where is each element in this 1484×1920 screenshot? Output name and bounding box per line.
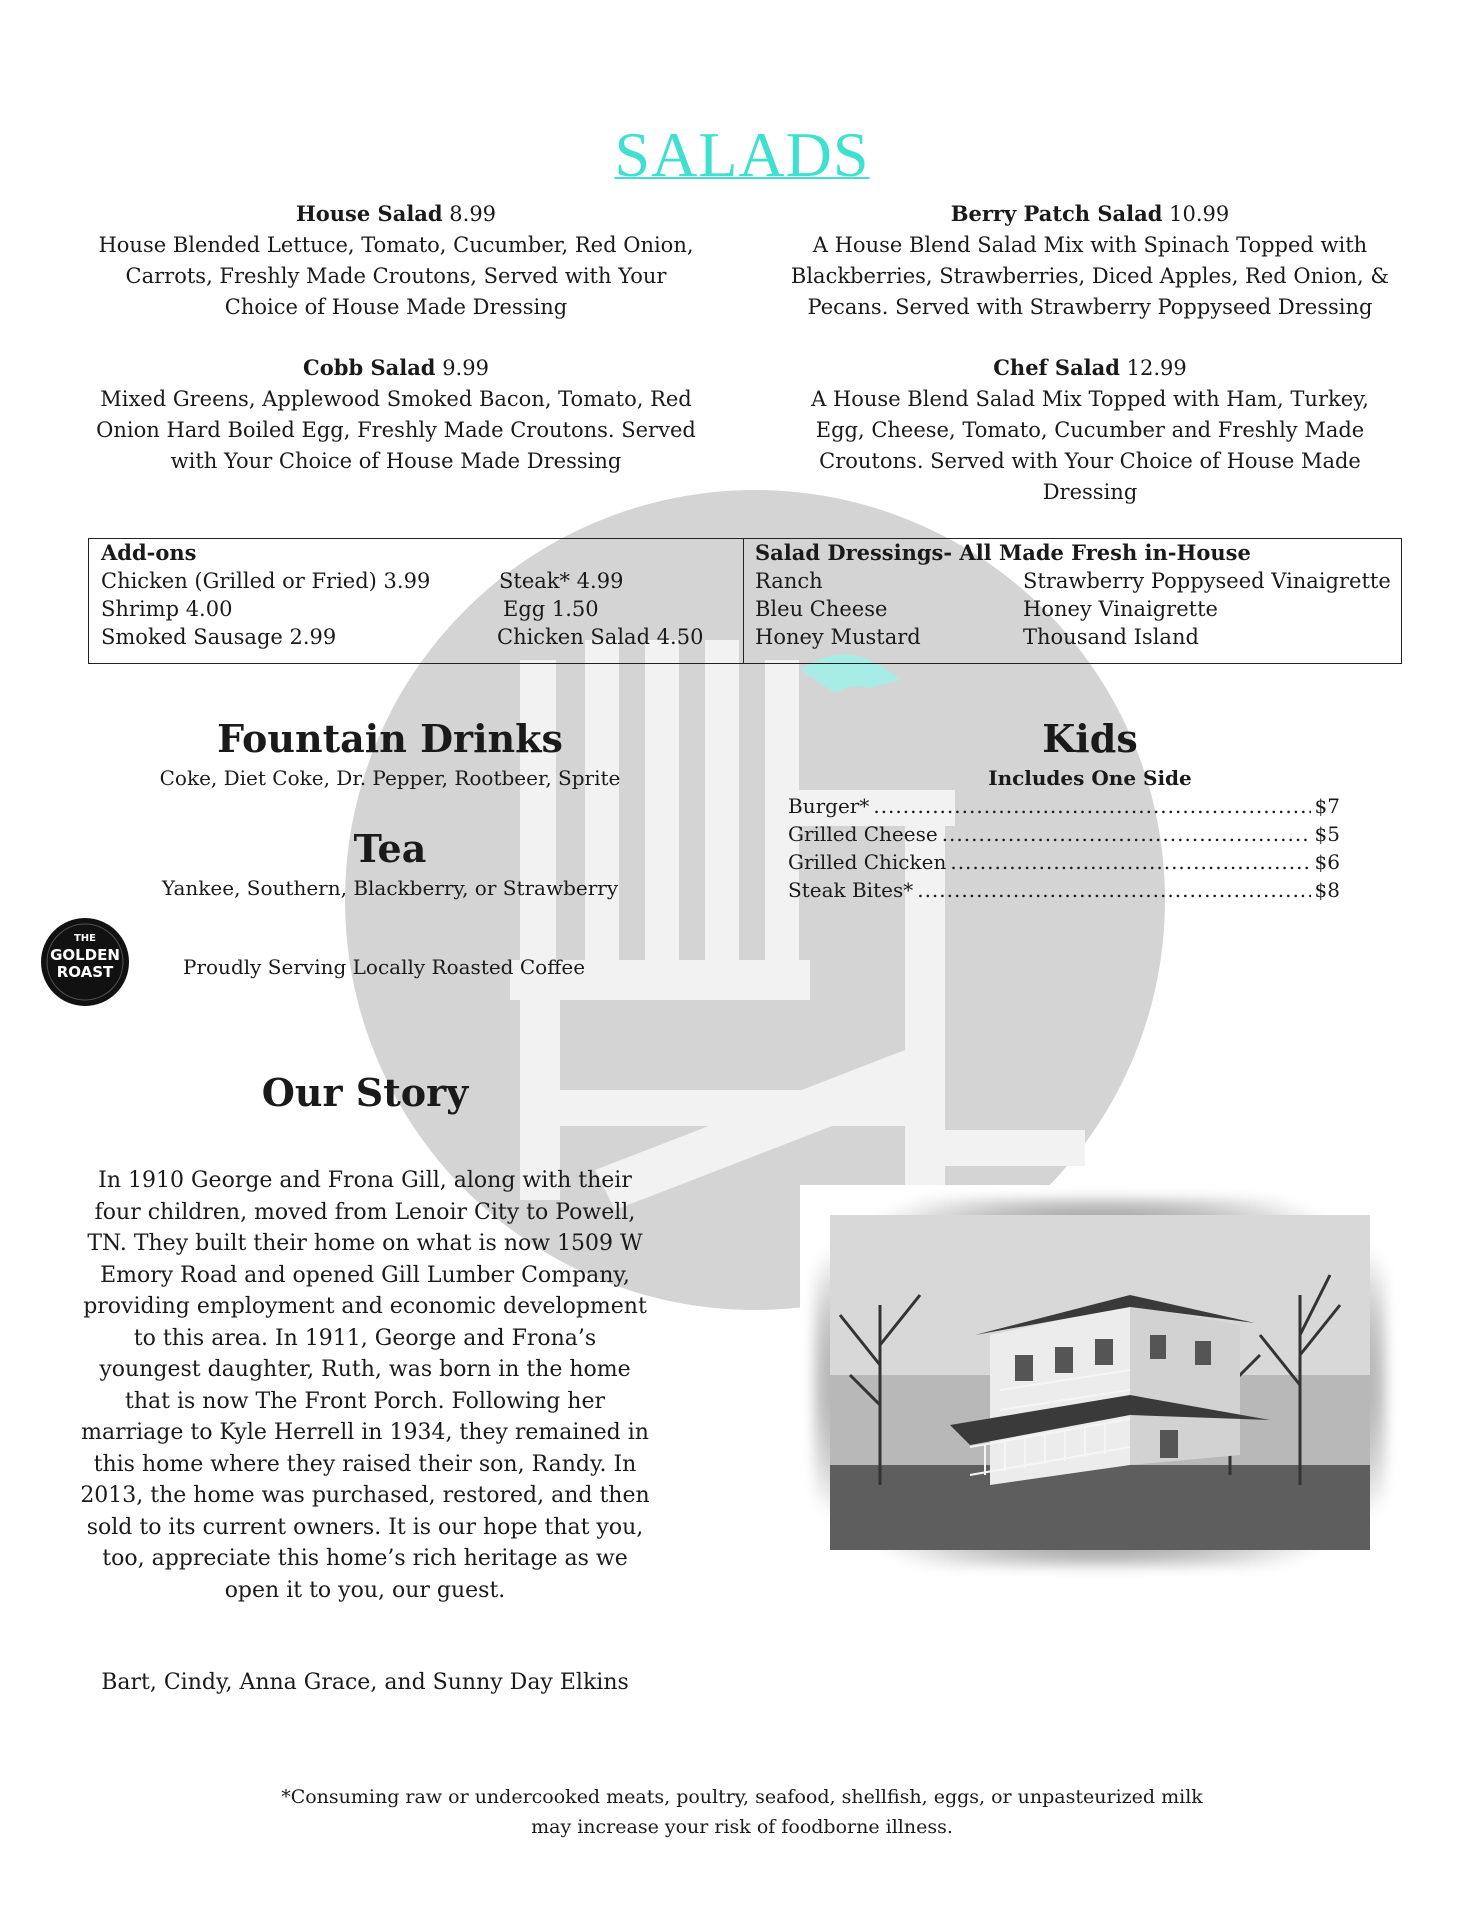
salad-description: Mixed Greens, Applewood Smoked Bacon, Tomato, Red Onion Hard Boiled Egg, Freshly Made Croutons. Served with Your Choice of House Made Dressing [96,387,696,473]
logo-line: THE [73,933,97,944]
kids-item-price: $8 [1314,878,1340,902]
dressing-item: Ranch [755,569,823,593]
salad-cobb [96,352,696,477]
disclaimer-line: may increase your risk of foodborne illness. [531,1816,953,1838]
kids-item-name: Steak Bites* [788,878,914,902]
salad-name: Cobb Salad [303,355,436,380]
story-owners: Bart, Cindy, Anna Grace, and Sunny Day Elkins [101,1670,629,1695]
kids-item-price: $5 [1314,822,1340,846]
leader-dots [873,792,1310,820]
leader-dots [950,848,1310,876]
addons-heading: Add-ons [101,540,197,565]
kids-item-name: Grilled Cheese [788,822,938,846]
salad-description: A House Blend Salad Mix Topped with Ham, Turkey, Egg, Cheese, Tomato, Cucumber and Freshly Made Croutons. Served with Your Choice of House Made Dressing [811,387,1369,504]
salad-name: House Salad [295,201,443,226]
kids-item-price: $6 [1314,850,1340,874]
addon-item: Chicken (Grilled or Fried) 3.99 [101,569,431,593]
kids-item-price: $7 [1314,794,1340,818]
kids-heading: Kids [1042,716,1138,761]
salad-description: House Blended Lettuce, Tomato, Cucumber, Red Onion, Carrots, Freshly Made Croutons, Served with Your Choice of House Made Dressing [98,233,694,319]
addon-item: Egg 1.50 [503,597,599,621]
kids-item [788,792,1340,820]
dressing-item: Thousand Island [1023,625,1199,649]
kids-item [788,820,1340,848]
story-text: In 1910 George and Frona Gill, along with their four children, moved from Lenoir City to Powell, TN. They built their home on what is now 1509 W Emory Road and opened Gill Lumber Company, providing employment and economic development to this area. In 1911, George and Frona’s youngest daughter, Ruth, was born in the home that is now The Front Porch. Following her marriage to Kyle Herrell in 1934, they remained in this home where they raised their son, Randy. In 2013, the home was purchased, restored, and then sold to its current owners. It is our hope that you, too, appreciate this home’s rich heritage as we open it to you, our guest. [80,1168,650,1603]
addon-item: Smoked Sausage 2.99 [101,625,337,649]
salad-price: 12.99 [1126,356,1187,380]
kids-item [788,876,1340,904]
kids-item-name: Grilled Chicken [788,850,947,874]
tea-heading: Tea [353,826,427,871]
addons-dressings-table [88,538,1402,664]
dressing-item: Honey Mustard [755,625,921,649]
disclaimer-line: *Consuming raw or undercooked meats, poultry, seafood, shellfish, eggs, or unpasteurized milk [281,1786,1203,1808]
dressing-item: Strawberry Poppyseed Vinaigrette [1023,569,1391,593]
kids-item-name: Burger* [788,794,870,818]
table-divider [743,539,744,663]
salad-berry-patch [790,198,1390,323]
dressing-item: Honey Vinaigrette [1023,597,1218,621]
story-heading: Our Story [261,1070,469,1115]
salad-name: Berry Patch Salad [950,201,1163,226]
golden-roast-logo-text [40,930,130,981]
fountain-items: Coke, Diet Coke, Dr. Pepper, Rootbeer, Sprite [159,766,621,790]
kids-subheading: Includes One Side [988,766,1192,790]
foodborne-disclaimer [0,1782,1484,1842]
logo-line: GOLDEN [50,946,120,964]
leader-dots [917,876,1310,904]
coffee-text: Proudly Serving Locally Roasted Coffee [183,955,586,979]
addon-item: Steak* 4.99 [499,569,624,593]
salad-house [96,198,696,323]
salad-price: 9.99 [442,356,489,380]
addon-item: Chicken Salad 4.50 [497,625,704,649]
house-photo [800,1185,1400,1580]
salad-description: A House Blend Salad Mix with Spinach Topped with Blackberries, Strawberries, Diced Apples, Red Onion, & Pecans. Served with Strawberry Poppyseed Dressing [790,233,1390,319]
leader-dots [942,820,1311,848]
addon-item: Shrimp 4.00 [101,597,233,621]
dressings-heading: Salad Dressings- All Made Fresh in-House [755,540,1251,565]
salad-price: 8.99 [449,202,497,226]
dressing-item: Bleu Cheese [755,597,888,621]
logo-line: ROAST [56,963,114,981]
tea-items: Yankee, Southern, Blackberry, or Strawberry [161,876,619,900]
salad-price: 10.99 [1169,202,1230,226]
salad-chef [800,352,1380,508]
fountain-heading: Fountain Drinks [217,716,563,761]
page-title: SALADS [614,119,870,190]
kids-item [788,848,1340,876]
salad-name: Chef Salad [993,355,1120,380]
